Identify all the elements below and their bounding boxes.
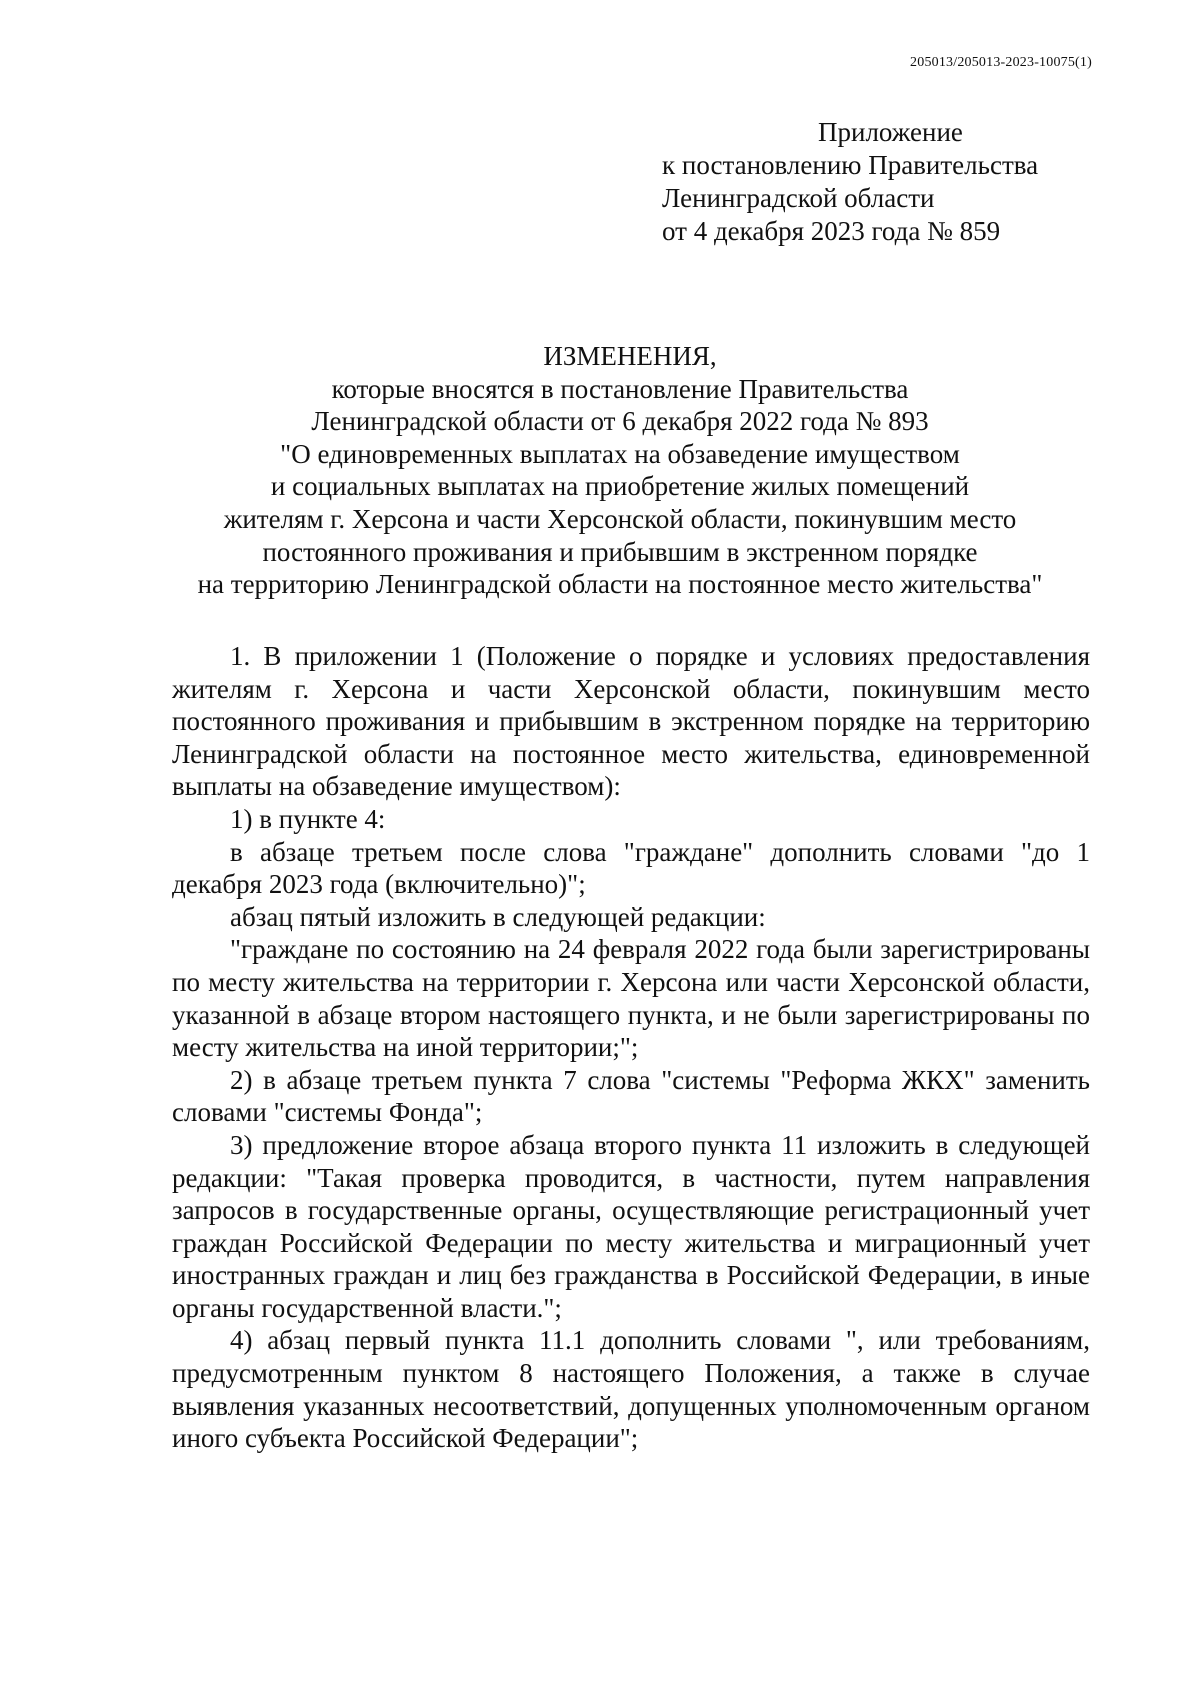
paragraph-subitem-1-b: абзац пятый изложить в следующей редакции:	[230, 901, 766, 932]
document-title-block	[140, 340, 1100, 601]
paragraph-subitem-2: 2) в абзаце третьем пункта 7 слова "системы "Реформа ЖКХ" заменить словами "системы Фонда";	[172, 1064, 1090, 1128]
appendix-line-title: Приложение	[818, 117, 963, 147]
paragraph-quote: "граждане по состоянию на 24 февраля 2022 года были зарегистрированы по месту жительства на территории г. Херсона или части Херсонской области, указанной в абзаце втором настоящего пункта, и не были зарегистрированы по месту жительства на иной территории;";	[172, 934, 1090, 1063]
title-line: Ленинградской области от 6 декабря 2022 года № 893	[311, 406, 929, 437]
document-registration-number: 205013/205013-2023-10075(1)	[910, 55, 1092, 70]
title-line: "О единовременных выплатах на обзаведение имуществом	[280, 438, 960, 469]
paragraph-item-1: 1. В приложении 1 (Положение о порядке и условиях предоставления жителям г. Херсона и части Херсонской области, покинувшим место постоянного проживания и прибывшим в экстренном порядке на территорию Ленинградской области на постоянное место жительства, единовременной выплаты на обзаведение имуществом):	[172, 641, 1090, 802]
title-line: которые вносятся в постановление Правительства	[331, 373, 909, 404]
document-body	[172, 640, 1090, 1455]
paragraph-subitem-1-a: в абзаце третьем после слова "граждане" дополнить словами "до 1 декабря 2023 года (включительно)";	[172, 836, 1090, 900]
document-heading: ИЗМЕНЕНИЯ,	[543, 341, 717, 371]
title-line: постоянного проживания и прибывшим в экстренном порядке	[262, 536, 978, 567]
appendix-header	[662, 116, 1038, 248]
paragraph-subitem-4: 4) абзац первый пункта 11.1 дополнить словами ", или требованиям, предусмотренным пунктом 8 настоящего Положения, а также в случае выявления указанных несоответствий, допущенных уполномоченным органом иного субъекта Российской Федерации";	[172, 1325, 1090, 1454]
paragraph-subitem-3: 3) предложение второе абзаца второго пункта 11 изложить в следующей редакции: "Такая проверка проводится, в частности, путем направления запросов в государственные органы, осуществляющие регистрационный учет граждан Российской Федерации по месту жительства и миграционный учет иностранных граждан и лиц без гражданства в Российской Федерации, в иные органы государственной власти.";	[172, 1129, 1090, 1323]
appendix-line-resolution: к постановлению Правительства	[662, 150, 1039, 180]
paragraph-subitem-1: 1) в пункте 4:	[230, 803, 386, 834]
title-line: и социальных выплатах на приобретение жилых помещений	[270, 471, 970, 502]
title-line: на территорию Ленинградской области на постоянное место жительства"	[197, 569, 1043, 600]
title-line: жителям г. Херсона и части Херсонской области, покинувшим место	[223, 503, 1017, 534]
appendix-line-region: Ленинградской области	[662, 183, 935, 213]
appendix-line-date: от 4 декабря 2023 года № 859	[662, 216, 1001, 246]
